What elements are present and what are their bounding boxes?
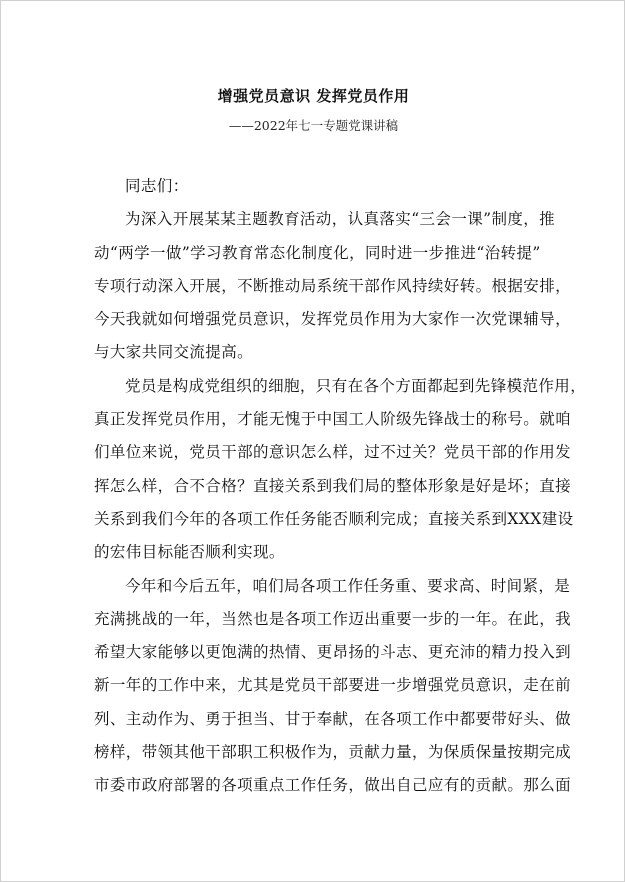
paragraph-line: 列、主动作为、勇于担当、甘于奉献，在各项工作中都要带好头、做 (94, 709, 572, 728)
paragraph-2 (94, 375, 587, 575)
paragraph-line: 今年和今后五年，咱们局各项工作任务重、要求高、时间紧，是 (125, 576, 571, 595)
paragraph-line: 希望大家能够以更饱满的热情、更昂扬的斗志、更充沛的精力投入到 (94, 643, 572, 662)
document-title: 增强党员意识 发挥党员作用 (217, 87, 410, 105)
paragraph-line: 市委市政府部署的各项重点工作任务，做出自己应有的贡献。那么面 (94, 776, 572, 795)
paragraph-1 (94, 208, 572, 374)
paragraph-line: 真正发挥党员作用，才能无愧于中国工人阶级先锋战士的称号。就咱 (94, 410, 572, 429)
paragraph-line: 关系到我们今年的各项工作任务能否顺利完成；直接关系到XXX建设 (94, 509, 574, 528)
paragraph-line: 挥怎么样，合不合格？直接关系到我们局的整体形象是好是坏；直接 (94, 476, 572, 495)
paragraph-3 (94, 575, 572, 808)
paragraph-line: 榜样，带领其他干部职工积极作为，贡献力量，为保质保量按期完成 (94, 743, 572, 762)
paragraph-line: 与大家共同交流提高。 (94, 343, 254, 362)
document-subtitle: ——2022年七一专题党课讲稿 (228, 118, 399, 133)
paragraph-line: 动“两学一做”学习教育常态化制度化，同时进一步推进“治转提” (94, 243, 541, 262)
paragraph-line: 专项行动深入开展，不断推动局系统干部作风持续好转。根据安排， (94, 276, 572, 295)
salutation: 同志们： (125, 177, 189, 195)
paragraph-line: 为深入开展某某主题教育活动，认真落实“三会一课”制度，推 (125, 210, 556, 229)
paragraph-line: 新一年的工作中来，尤其是党员干部要进一步增强党员意识，走在前 (94, 676, 572, 695)
document-body (94, 175, 587, 808)
paragraph-line: 充满挑战的一年，当然也是各项工作迈出重要一步的一年。在此，我 (94, 609, 572, 628)
paragraph-line: 党员是构成党组织的细胞，只有在各个方面都起到先锋模范作用， (125, 376, 587, 395)
paragraph-line: 的宏伟目标能否顺利实现。 (94, 543, 285, 562)
paragraph-line: 们单位来说，党员干部的意识怎么样，过不过关？党员干部的作用发 (94, 443, 572, 462)
paragraph-line: 今天我就如何增强党员意识，发挥党员作用为大家作一次党课辅导， (94, 310, 572, 329)
